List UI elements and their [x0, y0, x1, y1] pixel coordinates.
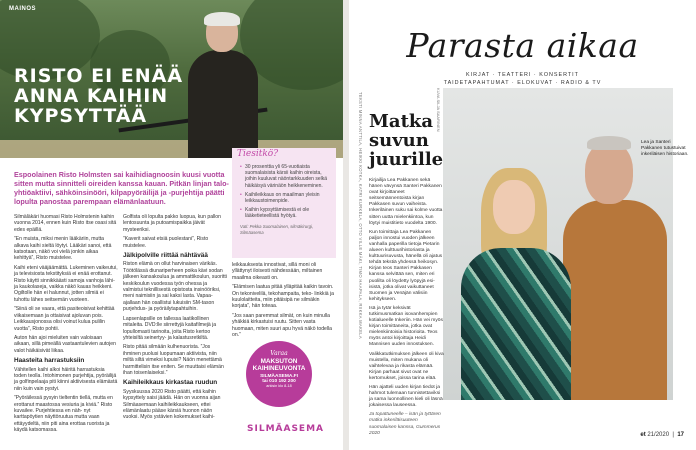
page-folio: et 21/2020 | 17 — [640, 432, 684, 438]
page-number: 17 — [677, 432, 684, 438]
paragraph: ”Elämisen laatua pitää ylläpitää kaikin tavoin. On tekonivelilä, tekohampaita, teko- linkkiä ja kuulolaitteita, miin pitäisipä ne silmäkin korjata”, hän toteaa. — [232, 284, 334, 310]
ad-label: MAINOS — [9, 6, 36, 12]
badge-headline: MAKSUTON KAIHINEUVONTA — [252, 358, 306, 372]
hero-photo — [0, 0, 343, 158]
issue-number: 21/2020 — [647, 432, 670, 438]
photo-caption: Lea ja Santeri Pakkanen tutustuivat inkeriläisen historiaan. — [641, 140, 689, 157]
section-categories: KIRJAT · TEATTERI · KONSERTIT — [466, 72, 579, 78]
paragraph: Silmäläkäri huomasi Risto Holmstenin kaihin vuonna 2014, ennen kuin Risto itse osasi sitä edes epäillä. — [14, 214, 117, 233]
section-categories-2: TAIDETAPAHTUMAT · ELOKUVAT · RADIO & TV — [443, 80, 602, 86]
paragraph: Lapsenlapsille on tallessa laatikollinen mitaleita. DVD:lle siirrettyjä kaitafilmejä ja lopullomasti tarinoita, joita Risto kertoo yhteisiltä seinertyy- ja kalastusretkiltä. — [123, 315, 217, 341]
hero-title: RISTO EI ENÄÄ ANNA KAIHIN KYPSYTTÄÄ — [14, 65, 184, 127]
left-page — [0, 0, 343, 450]
paragraph: Vähitellen kaihi alkoi häiritä harrastuksia toden teolla. Intohimonen purjehtija, pyöräilijä ja golfinpelaaja piti kiinni aktiivisesta elämästä niin kuin vain pystyi. — [14, 366, 118, 392]
badge-phone: tai 010 192 200 — [262, 379, 296, 384]
paragraph: Auton hän ajoi mieluiten vain valoisaan aikaan, sillä pimeällä vastaantulevien autojen valot häikäisivät liikaa. — [14, 334, 116, 354]
paragraph: ”Siinä oli se vaara, että pasiteoisivat kehittää viikaisemaan ja ottaisivat ajoluvan pois. Leikkausjonossa olisi voinut kulua pulilin vuotta”, Risto pohtii. — [14, 306, 115, 332]
fact-box — [232, 148, 336, 258]
column-3 — [232, 262, 336, 341]
right-page — [349, 0, 696, 450]
subheading: Jälkipolville riittää nähtävää — [123, 252, 208, 260]
paragraph: Isä ja tytär keksivät tutkimusmatkan isovanhempien kotialueelle Inkeriin. Hän vei myös kirjan toimittaneita, jotka ovat mielenkiintoisia historioita. Teos myös antoi kirjoittaja Heidi Mannisen uuden innostuksen. — [369, 305, 443, 348]
paragraph: Hän ajatteli uuden kirjan tiedot ja hahmot tulemaan tunnistettaviksi ja sama luonnollinen kieli oli läsnä jokaisessa lauseessa. — [369, 385, 443, 409]
fact-box-heading: Tiesitkö? — [237, 149, 279, 159]
column-1 — [14, 214, 118, 437]
fact-item: • 30 prosenttia yli 65-vuotiaista suomalaisista kärsii kaihin oireista, joihin kuuluvat näöntarkkuuden selkä häikäisyä värinäön heikkeneminen. — [240, 164, 330, 189]
section-title: Parasta aikaa — [406, 26, 639, 65]
paragraph: Kaihi eteni vääjäämättä. Lukeminen vaikeutui, ja televisiosta tekstityksiä ei enää erottanut. Risto käytti sinnikkäästi samoja vanhoja lähi- ja kaukolaseja, vaikka näkö kauas heikkeni. Ogiltolle hän ei halunnut, jotten silmiä ei tuhottu lähes seitsemän vuoteen. — [14, 264, 118, 303]
magazine-name: et — [640, 432, 646, 438]
subheading: Haasteita harrastuksiin — [14, 357, 85, 365]
article-body — [369, 178, 445, 440]
paragraph: Golfista oli lopulta pakko luopua, kun pallon lentosuunta ja putoamispaikka jäivät mysteeriksi. — [123, 214, 221, 233]
paragraph: ”Kaverit saivat etsiä puolestani”, Risto muistelee. — [123, 236, 209, 249]
paragraph: ”Pyöräilessä pysyin tieltentin tiellä, mutta en erottanut maastossa vesiuria ja kiviä.” Risto kuvailee. Purjehtiessa en näh- nyt karttapöytien näyttöruutua mutta vaan ettäyydeltä, niin piti aina erottaa ruorista ja käydä katsomassa. — [14, 395, 113, 434]
column-2 — [123, 214, 227, 424]
paragraph: Valikkatutkimuksen jälkeen oli kiva muistella, miten mukana oli vaihtelevaa ja rikasta elämää. Kirjan parhaat sivut ovat ne kertomukset, joissa tarina elää. — [369, 351, 444, 381]
fact-item: • Kaihin kypsyttämisestä ei ole lääketieteellistä hyötyä. — [240, 207, 330, 219]
paragraph: Riston elämä on ollut harvinaisen värikäs. Töötölässä diunariperheen poika kävi sodan jälkeen kansakoulua ja ammattikoulun, suoritti keskikoulun vuodessa työn ohessa ja valmistui teknillisestä opistosta insinööriksi, meni naimisiin ja sai kaksi lasta. Vapaa-ajallaan hän osallistui lukuisiin SM-tason purjehdus- ja pyöräilytapahtuihin. — [123, 261, 227, 313]
paragraph: leikkauksesta innostivat, sillä moni oli yllättynyt iloisesti nähdessään, miltainen maailma oikeasti on. — [232, 262, 323, 281]
article-title: Matka suvun juurille — [369, 111, 444, 170]
paragraph: ”Jos saan paremmat silmät, on kuin minulla yhäkkiä kirkastuisi ruutu. Sitten vasta huomaan, miten suuri apu hyvä näkö todella on.” — [232, 312, 332, 339]
subheading: Kaihileikkaus kirkastaa ruudun — [123, 379, 218, 387]
brand-logo: SILMÄASEMA — [247, 424, 325, 434]
book-info: Ja topattuneelle – isän ja tyttären matka inkeriläisuuteen suomalaisen kanssa, Gummerus 2020 — [369, 412, 441, 436]
paragraph: Risto pitää silmään kulhenuorista. ”Jos ihminen puolusi luopumaan aktiivista, niin miltä siltä vimeksi lupuisi? Näön menettämä harmittelisin itse eniten. Se muuttaisi elämän ihan toisenlaiseksi.” — [123, 344, 224, 376]
booking-badge[interactable] — [246, 341, 312, 407]
badge-hours: arkisin klo 8-18 — [266, 384, 292, 388]
paragraph: Syyskuussa 2020 Risto päätti, että kaihin kypsyttely saisi jäädä. Hän on vuonna aijan Silmäasemaan kaihileikkaukseen, ettei elämänlaatu pääse kärsiä huonon näön vuoksi. Myös ystävien kokemukset kaihi- — [123, 388, 221, 421]
paragraph: ”En muista, miksi menin lääkäriin, mutta alkava kaihi sieltä löytyi. Lääkäri sanoi, että katsotaan, näkö voi vielä jonkin aikaa kehittyä”, Risto muistelee. — [14, 236, 112, 262]
paragraph: Kirjailija Lea Pakkanen sekä hänen vävynsä Santeri Pakkanen ovat kirjoittaneet seitsemännentoista kirjan Pakkasen suvun vaiheista. Inkeriläinen suku sai kolme vuotta sitten uutta mielenkiintoa, kun löytyi muistitieto vuodelta 1900. — [369, 178, 443, 226]
lead-text: Espoolainen Risto Holmsten sai kaihidiagnoosin kuusi vuotta sitten mutta sinnitteli oireiden kanssa kauan. Pitkän linjan talo- yhtiöaktiivi, sähköinsinööri, kilpapyöräilijä ja -purjehtija päätti lopulta panostaa parempaan elämänlaatuun. — [14, 170, 229, 206]
credits-text: TEKSTI MINNA ANTTILA, HEIKKI KOTKA, KATRI KURKELA, OTTO VILLE MÄKI, TIMO HAAPALA, RIIKKA MAKELA — [358, 92, 363, 339]
photo-credit-text: KUVA SILJA SAARINEN — [436, 88, 441, 132]
fact-item: • Kaihileikkaus on maailman yleisin leikkaustoimenpide. — [240, 192, 330, 204]
paragraph: Kun toimittaja Lea Pakkanen paljon innostui vuoden jälkeen vanhalla paperilla tietoja Pietarin alueen kulttuurihistoriasta ja kulttuurisuvusta, hänellä oli ajatus tehdä tekstiä yhdessä heikosyn. Kirjan teos Santeri Pakkasen kanssa selvittää sen, miten eri puolilta oli löydetty lyöpyjä esi- isistä, jotka olivat vaikuttaneet Suomen ja Venäjän välisiin kehitykseen. — [369, 229, 443, 302]
fact-source: Vati: Pekka Suomalainen, silmäkirurgi, Silmäasema — [240, 223, 314, 235]
badge-url[interactable]: SILMÄASEMA.FI — [260, 374, 298, 379]
credits-strip — [355, 92, 363, 402]
badge-line: Varaa — [270, 350, 288, 357]
